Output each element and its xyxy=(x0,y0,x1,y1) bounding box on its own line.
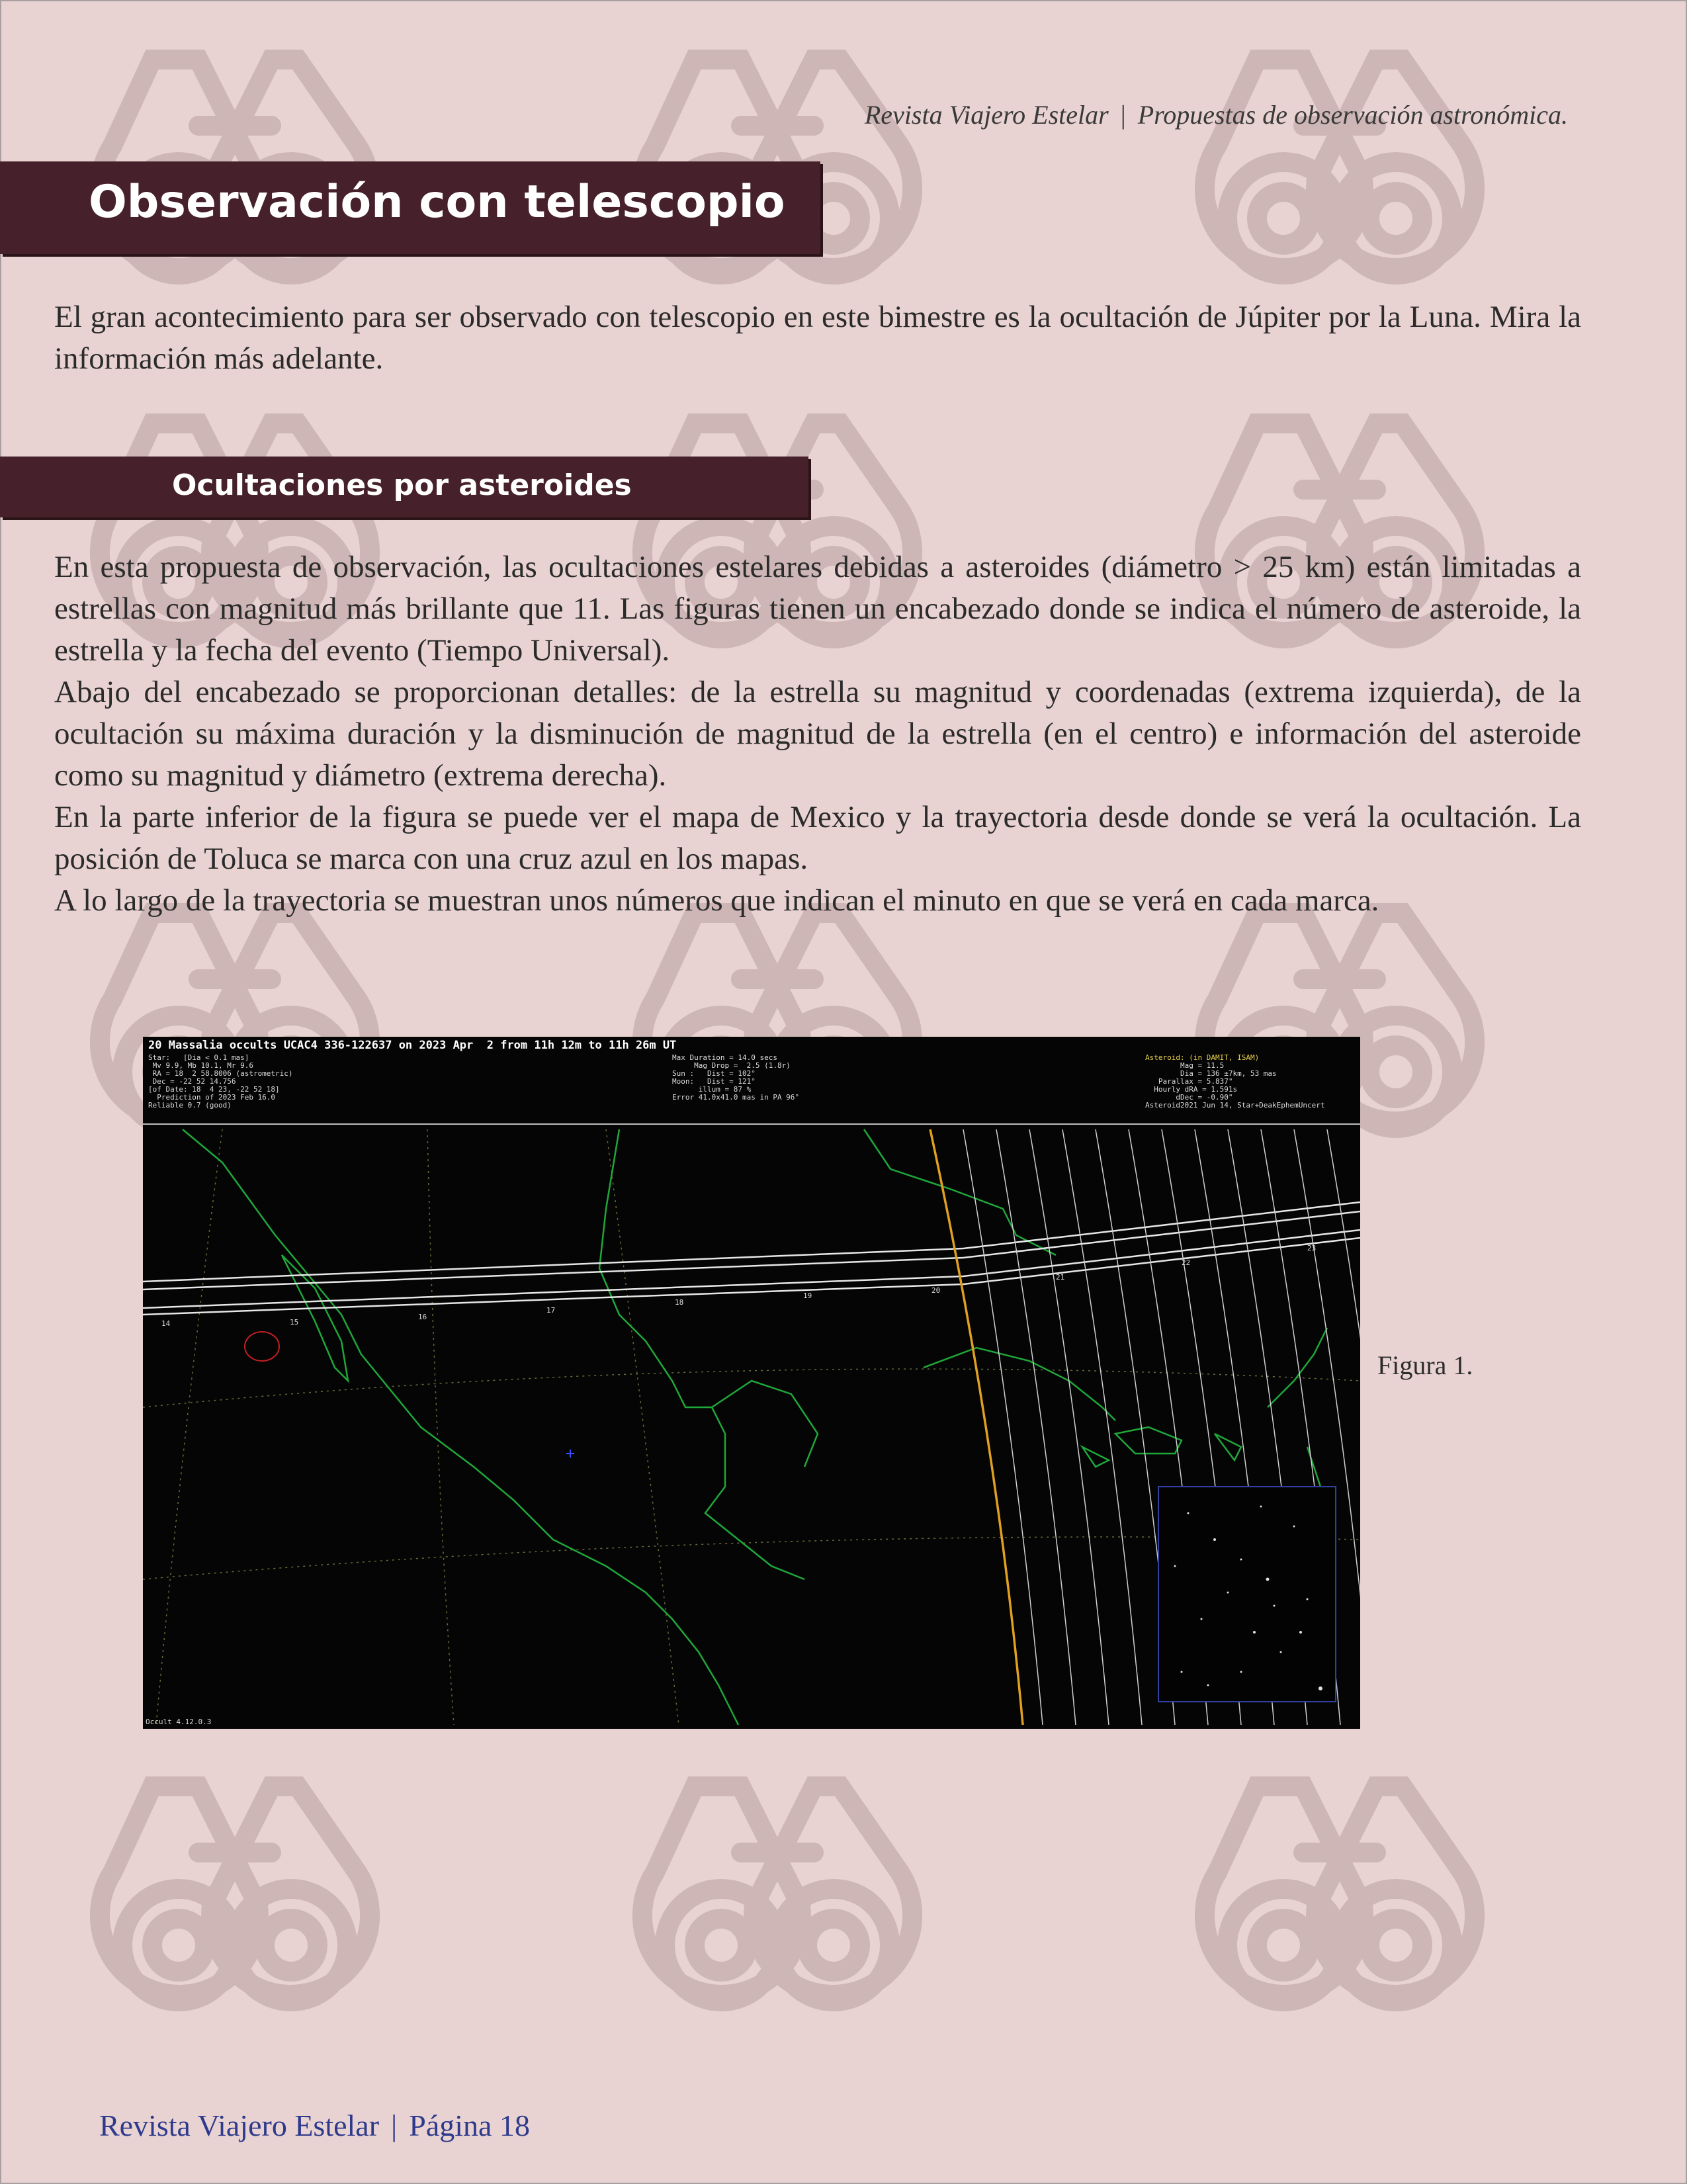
minute-mark-20: 20 xyxy=(931,1286,941,1295)
intro-paragraph xyxy=(54,296,1581,380)
footer-magazine: Revista Viajero Estelar xyxy=(99,2109,380,2142)
footer-separator: | xyxy=(391,2109,398,2142)
figure-title: 20 Massalia occults UCAC4 336-122637 on 2023 Apr 2 from 11h 12m to 11h 26m UT xyxy=(148,1039,677,1052)
running-header xyxy=(662,99,1568,130)
minute-mark-17: 17 xyxy=(546,1306,556,1315)
subsection-banner xyxy=(0,457,808,517)
minute-mark-18: 18 xyxy=(675,1298,684,1307)
footer-page-number: Página 18 xyxy=(409,2109,530,2142)
minute-mark-14: 14 xyxy=(161,1319,171,1328)
header-section: Propuestas de observación astronómica. xyxy=(1137,100,1568,130)
figure-star-info: Star: [Dia < 0.1 mas] Mv 9.9, Mb 10.1, Mr 9.6 RA = 18 2 58.8006 (astrometric) Dec = -22 52 14.756 [of Date: 18 4 23, -22 52 18] Prediction of 2023 Feb 16.0 Reliable 0.7 (good) xyxy=(148,1053,293,1110)
body-paragraph-4: A lo largo de la trayectoria se muestran unos números que indican el minuto en que se verá en cada marca. xyxy=(54,883,1379,918)
minute-mark-16: 16 xyxy=(418,1313,427,1321)
intro-text: El gran acontecimiento para ser observado con telescopio en este bimestre es la ocultación de Júpiter por la Luna. Mira la información más adelante. xyxy=(54,300,1581,376)
body-paragraph-1: En esta propuesta de observación, las ocultaciones estelares debidas a asteroides (diámetro > 25 km) están limitadas a estrellas con magnitud más brillante que 11. Las figuras tienen un encabezado donde se indica el número de asteroide, la estrella y la fecha del evento (Tiempo Universal). xyxy=(54,550,1581,668)
minute-mark-23: 23 xyxy=(1307,1244,1317,1252)
occultation-map-figure xyxy=(143,1037,1360,1729)
figure-asteroid-info: Asteroid: (in DAMIT, ISAM) Mag = 11.5 Dia = 136 ±7km, 53 mas Parallax = 5.837" Hourly dRA = 1.591s dDec = -0.90" Asteroid2021 Jun 14, Star+DeakEphemUncert xyxy=(1145,1053,1325,1110)
minute-mark-22: 22 xyxy=(1182,1258,1191,1267)
minute-mark-21: 21 xyxy=(1056,1273,1065,1282)
body-paragraph-2: Abajo del encabezado se proporcionan detalles: de la estrella su magnitud y coordenadas (extrema izquierda), de la ocultación su máxima duración y la disminución de magnitud de la estrella (en el centro) e información del asteroide como su magnitud y diámetro (extrema derecha). xyxy=(54,675,1581,793)
minute-mark-15: 15 xyxy=(290,1318,299,1327)
body-text xyxy=(54,546,1581,922)
subsection-title: Ocultaciones por asteroides xyxy=(172,468,632,502)
body-paragraph-3: En la parte inferior de la figura se puede ver el mapa de Mexico y la trayectoria desde donde se verá la ocultación. La posición de Toluca se marca con una cruz azul en los mapas. xyxy=(54,800,1581,876)
header-separator: | xyxy=(1120,100,1126,130)
figure-occultation-info: Max Duration = 14.0 secs Mag Drop = 2.5 (1.8r) Sun : Dist = 102° Moon: Dist = 121° illum = 87 % Error 41.0x41.0 mas in PA 96° xyxy=(672,1053,800,1102)
title-banner xyxy=(0,161,820,254)
figure-caption: Figura 1. xyxy=(1377,1350,1473,1380)
figure-version: Occult 4.12.0.3 xyxy=(146,1718,212,1726)
page-title: Observación con telescopio xyxy=(89,176,785,228)
page-footer xyxy=(99,2108,530,2143)
header-magazine: Revista Viajero Estelar xyxy=(864,100,1109,130)
minute-mark-19: 19 xyxy=(803,1291,812,1300)
